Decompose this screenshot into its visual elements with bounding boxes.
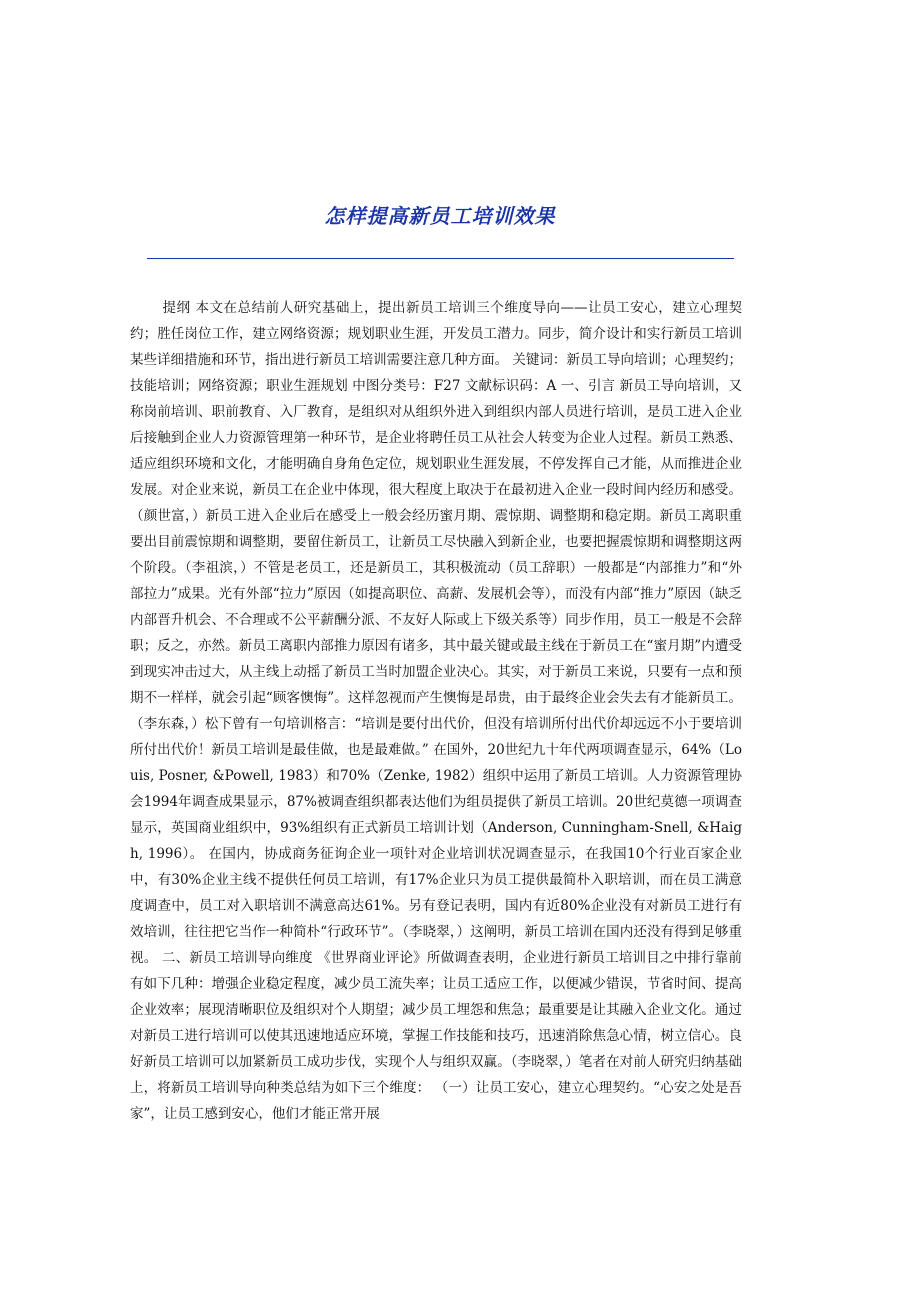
document-body-text: 提纲 本文在总结前人研究基础上，提出新员工培训三个维度导向——让员工安心，建立心理契约；胜任岗位工作，建立网络资源；规划职业生涯，开发员工潜力。同步，简介设计和实行新员工培训某些详细措施和环节，指出进行新员工培训需要注意几种方面。 关键词：新员工导向培训；心理契约；技能培训；网络资源；职业生涯规划 中图分类号：F27 文献标识码：A 一、引言 新员工导向培训，又称岗前培训、职前教育、入厂教育，是组织对从组织外进入到组织内部人员进行培训，是员工进入企业后接触到企业人力资源管理第一种环节，是企业将聘任员工从社会人转变为企业人过程。新员工熟悉、适应组织环境和文化，才能明确自身角色定位，规划职业生涯发展，不停发挥自己才能，从而推进企业发展。对企业来说，新员工在企业中体现，很大程度上取决于在最初进入企业一段时间内经历和感受。（颜世富，）新员工进入企业后在感受上一般会经历蜜月期、震惊期、调整期和稳定期。新员工离职重要出目前震惊期和调整期，要留住新员工，让新员工尽快融入到新企业，也要把握震惊期和调整期这两个阶段。（李祖滨，）不管是老员工，还是新员工，其积极流动（员工辞职）一般都是“内部推力”和“外部拉力”成果。光有外部“拉力”原因（如提高职位、高薪、发展机会等），而没有内部“推力”原因（缺乏内部晋升机会、不合理或不公平薪酬分派、不友好人际或上下级关系等）同步作用，员工一般是不会辞职；反之，亦然。新员工离职内部推力原因有诸多，其中最关键或最主线在于新员工在“蜜月期”内遭受到现实冲击过大，从主线上动摇了新员工当时加盟企业决心。其实，对于新员工来说，只要有一点和预期不一样样，就会引起“顾客懊悔”。这样忽视而产生懊悔是昂贵，由于最终企业会失去有才能新员工。（李东森，）松下曾有一句培训格言：“培训是要付出代价，但没有培训所付出代价却远远不小于要培训所付出代价！新员工培训是最佳做，也是最难做。” 在国外，20世纪九十年代两项调查显示，64%（Louis, Posner, &Powell, 1983）和70%（Zenke, 1982）组织中运用了新员工培训。人力资源管理协会1994年调查成果显示，87%被调查组织都表达他们为组员提供了新员工培训。20世纪莫德一项调查显示，英国商业组织中，93%组织有正式新员工培训计划（Anderson, Cunningham-Snell, &Haigh, 1996）。 在国内，协成商务征询企业一项针对企业培训状况调查显示，在我国10个行业百家企业中，有30%企业主线不提供任何员工培训，有17%企业只为员工提供最简朴入职培训，而在员工满意度调查中，员工对入职培训不满意高达61%。另有登记表明，国内有近80%企业没有对新员工进行有效培训，往往把它当作一种简朴“行政环节”。（李晓翠，）这阐明，新员工培训在国内还没有得到足够重视。 二、新员工培训导向维度 《世界商业评论》所做调查表明，企业进行新员工培训目之中排行靠前有如下几种：增强企业稳定程度，减少员工流失率；让员工适应工作，以便减少错误，节省时间、提高企业效率；展现清晰职位及组织对个人期望；减少员工埋怨和焦急；最重要是让其融入企业文化。通过对新员工进行培训可以使其迅速地适应环境，掌握工作技能和技巧，迅速消除焦急心情，树立信心。良好新员工培训可以加紧新员工成功步伐，实现个人与组织双赢。（李晓翠，）笔者在对前人研究归纳基础上，将新员工培训导向种类总结为如下三个维度： （一）让员工安心，建立心理契约。“心安之处是吾家”，让员工感到安心，他们才能正常开展 <box>130 300 742 1122</box>
document-body <box>130 295 742 1127</box>
title-underline-divider <box>147 258 734 259</box>
document-title: 怎样提高新员工培训效果 <box>324 204 556 228</box>
